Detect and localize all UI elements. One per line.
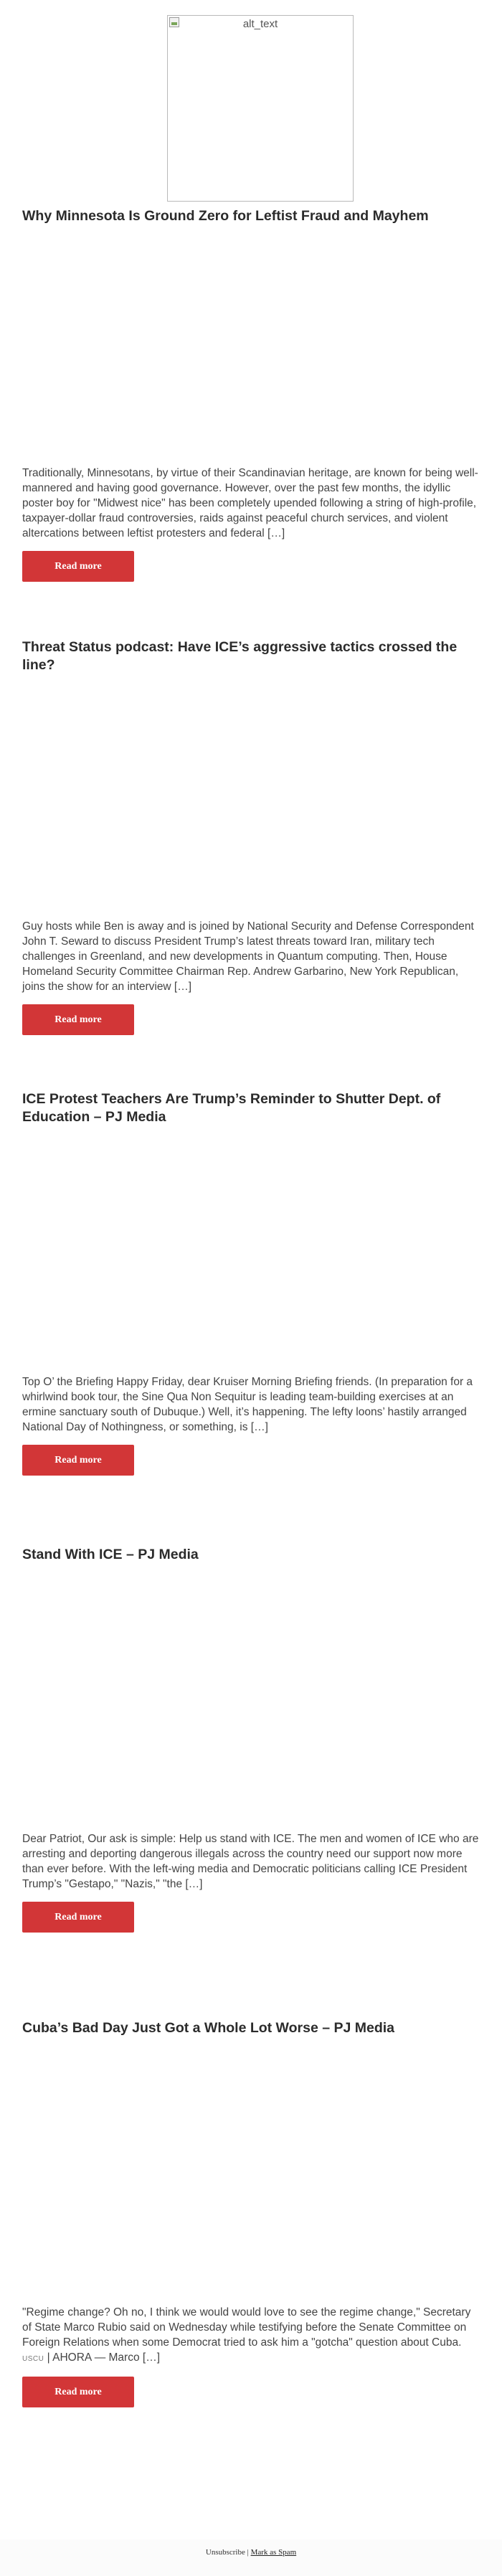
article-title[interactable]: Why Minnesota Is Ground Zero for Leftist Fraud and Mayhem <box>22 208 429 224</box>
footer <box>0 2539 502 2576</box>
read-more-button[interactable]: Read more <box>22 1004 134 1035</box>
article-excerpt: Traditionally, Minnesotans, by virtue of their Scandinavian heritage, are known for being well-mannered and having good governance. However, over the past few months, the idyllic poster boy for "Midwest nice" has been completely upended following a string of high-profile, taxpayer-dollar fraud controversies, raids against peaceful church services, and violent altercations between leftist protesters and federal […] <box>22 467 478 540</box>
logo-alt-text: alt_text <box>242 18 278 30</box>
footer-separator: | <box>247 2548 249 2557</box>
article-3 <box>22 1090 481 1476</box>
read-more-button[interactable]: Read more <box>22 1902 134 1933</box>
unsubscribe-link[interactable]: Unsubscribe <box>205 2548 245 2557</box>
mark-as-spam-link[interactable]: Mark as Spam <box>250 2548 297 2557</box>
article-1 <box>22 204 481 582</box>
article-image[interactable] <box>22 225 481 466</box>
read-more-button[interactable]: Read more <box>22 1445 134 1476</box>
article-title[interactable]: Cuba’s Bad Day Just Got a Whole Lot Worse – PJ Media <box>22 2020 395 2036</box>
read-more-button[interactable]: Read more <box>22 551 134 582</box>
article-title[interactable]: ICE Protest Teachers Are Trump’s Reminder to Shutter Dept. of Education – PJ Media <box>22 1091 441 1126</box>
read-more-button[interactable]: Read more <box>22 2377 134 2407</box>
article-title[interactable]: Stand With ICE – PJ Media <box>22 1547 199 1562</box>
excerpt-text-continued: | AHORA — Marco […] <box>47 2351 160 2364</box>
article-image[interactable] <box>22 1127 481 1374</box>
article-image[interactable] <box>22 2037 481 2305</box>
article-excerpt: Top O’ the Briefing Happy Friday, dear Kruiser Morning Briefing friends. (In preparation for a whirlwind book tour, the Sine Qua Non Sequitur is leading team-building exercises at an ermine sanctuary south of Dubuque.) Well, it’s happening. The lefty loons’ hastily arranged National Day of Nothingness, or something, is […] <box>22 1375 473 1433</box>
article-image[interactable] <box>22 1564 481 1831</box>
article-excerpt <box>22 2305 481 2367</box>
article-excerpt: Dear Patriot, Our ask is simple: Help us stand with ICE. The men and women of ICE who are arresting and deporting dangerous illegals across the country need our support now more than ever before. With the left-wing media and Democratic politicians calling ICE President Trump’s "Gestapo," "Nazis," "the […] <box>22 1833 479 1891</box>
header-logo-image[interactable] <box>167 15 354 202</box>
excerpt-text: "Regime change? Oh no, I think we would would love to see the regime change," Secretary of State Marco Rubio said on Wednesday while testifying before the Senate Committee on Foreign Relations when some Democrat tried to ask him a "gotcha" question about Cuba. <box>22 2306 471 2349</box>
inline-logo: USCU <box>22 2355 44 2364</box>
article-5 <box>22 2019 481 2407</box>
article-2 <box>22 638 481 1035</box>
article-image[interactable] <box>22 675 481 919</box>
article-excerpt: Guy hosts while Ben is away and is joined by National Security and Defense Correspondent John T. Seward to discuss President Trump’s latest threats toward Iran, military tech challenges in Greenland, and new developments in Quantum computing. Then, House Homeland Security Committee Chairman Rep. Andrew Garbarino, New York Republican, joins the show for an interview […] <box>22 920 474 993</box>
article-title[interactable]: Threat Status podcast: Have ICE’s aggressive tactics crossed the line? <box>22 639 458 674</box>
article-4 <box>22 1546 481 1933</box>
